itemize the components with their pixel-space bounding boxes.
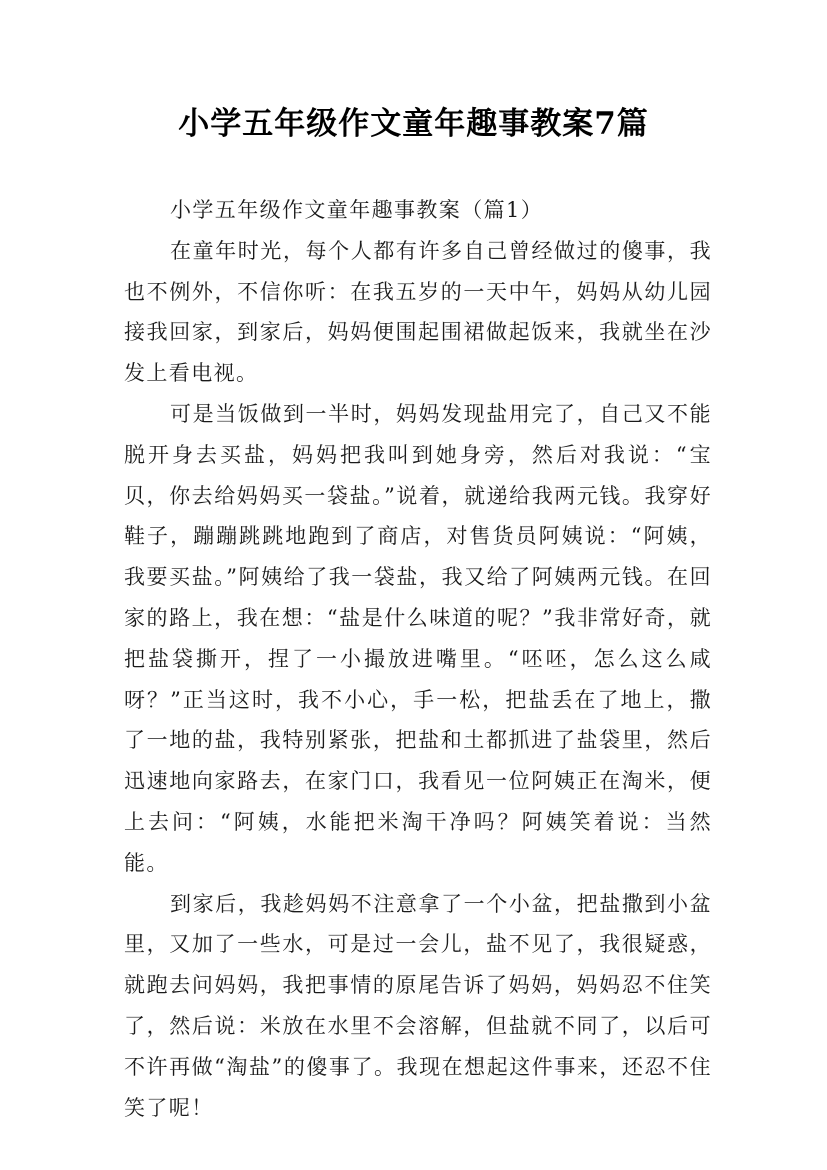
document-body <box>124 190 712 1128</box>
paragraph-3: 到家后，我趁妈妈不注意拿了一个小盆，把盐撒到小盆里，又加了一些水，可是过一会儿，盐不见了，我很疑惑，就跑去问妈妈，我把事情的原尾告诉了妈妈，妈妈忍不住笑了，然后说：米放在水里不会溶解，但盐就不同了，以后可不许再做“淘盐”的傻事了。我现在想起这件事来，还忍不住笑了呢！ <box>124 891 712 1120</box>
paragraph-2: 可是当饭做到一半时，妈妈发现盐用完了，自己又不能脱开身去买盐，妈妈把我叫到她身旁，然后对我说：“宝贝，你去给妈妈买一袋盐。”说着，就递给我两元钱。我穿好鞋子，蹦蹦跳跳地跑到了商店，对售货员阿姨说：“阿姨，我要买盐。”阿姨给了我一袋盐，我又给了阿姨两元钱。在回家的路上，我在想：“盐是什么味道的呢？”我非常好奇，就把盐袋撕开，捏了一小撮放进嘴里。“呸呸，怎么这么咸呀？”正当这时，我不小心，手一松，把盐丢在了地上，撒了一地的盐，我特别紧张，把盐和土都抓进了盐袋里，然后迅速地向家路去，在家门口，我看见一位阿姨正在淘米，便上去问：“阿姨，水能把米淘干净吗？阿姨笑着说：当然能。 <box>124 401 712 875</box>
section-heading: 小学五年级作文童年趣事教案（篇1） <box>170 198 544 222</box>
document-title: 小学五年级作文童年趣事教案7篇 <box>178 106 649 142</box>
paragraph-1: 在童年时光，每个人都有许多自己曾经做过的傻事，我也不例外，不信你听：在我五岁的一天中午，妈妈从幼儿园接我回家，到家后，妈妈便围起围裙做起饭来，我就坐在沙发上看电视。 <box>124 238 712 386</box>
